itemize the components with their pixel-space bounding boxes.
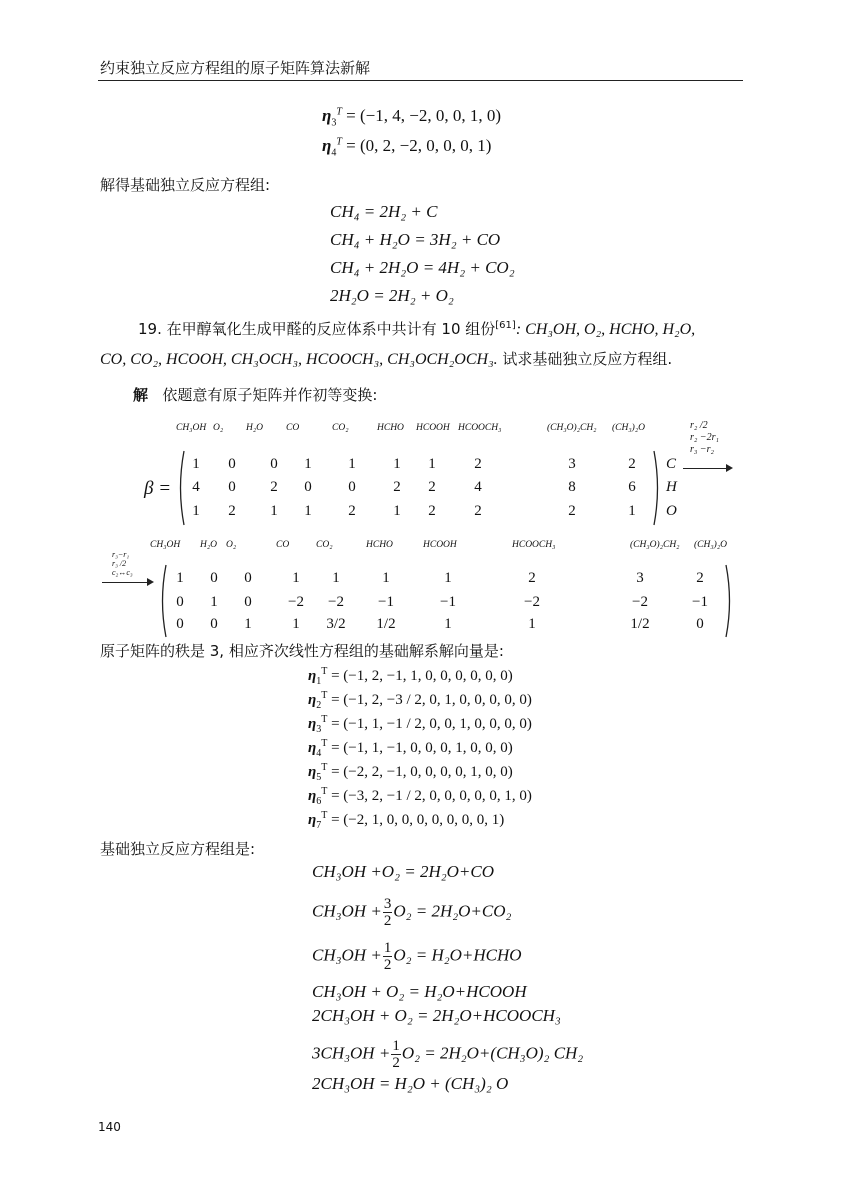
matrix-cell: 1/2 [376, 616, 396, 632]
matrix-cell: 2 [474, 456, 482, 472]
equation-lhs: CH₃OH +O₂ = 2H₂O+CO [312, 862, 495, 881]
page-number: 140 [98, 1120, 121, 1134]
eta-vector [308, 738, 513, 759]
matrix-cell: 1 [444, 616, 452, 632]
equation [312, 940, 522, 973]
matrix-cell: 0 [228, 479, 236, 495]
equation-lhs: CH₃OH + [312, 945, 382, 965]
column-operation: r₃ /2 [112, 559, 127, 568]
matrix-header: H₂O [246, 423, 264, 433]
matrix-cell: 8 [568, 479, 576, 495]
matrix-cell: 1 [244, 616, 252, 632]
equation: CH₄ + 2H₂O = 4H₂ + CO₂ [330, 258, 515, 277]
matrix-header: CH₃OH [176, 423, 207, 433]
matrix-cell: 4 [192, 479, 200, 495]
matrix-cell: 2 [428, 479, 436, 495]
fraction-denominator: 2 [383, 913, 392, 929]
fraction [383, 896, 393, 929]
matrix-cell: 0 [228, 456, 236, 472]
equation-lhs: CH₃OH + O₂ = H₂O+HCOOH [312, 982, 527, 1001]
paragraph-text: 原子矩阵的秩是 3, 相应齐次线性方程组的基础解系解向量是: [100, 642, 504, 660]
matrix-cell: 1 [332, 570, 340, 586]
equation-rhs: O₂ = 2H₂O+CO₂ [393, 901, 512, 921]
matrix-cell: 4 [474, 479, 482, 495]
matrix-cell: 2 [696, 570, 704, 586]
running-header: 约束独立反应方程组的原子矩阵算法新解 [100, 59, 371, 77]
fraction [391, 1038, 401, 1071]
matrix-cell: 0 [270, 456, 278, 472]
matrix-header: HCOOCH₃ [458, 423, 502, 433]
eta-subscript: 3 [316, 724, 322, 735]
matrix-cell: 1 [382, 570, 390, 586]
matrix-cell: −2 [328, 594, 344, 610]
eta-vector [308, 714, 532, 735]
equation-rhs: O₂ = H₂O+HCHO [393, 945, 522, 965]
matrix-header: (CH₃)₂O [694, 540, 727, 550]
left-paren [158, 564, 168, 638]
eta-vector [308, 810, 504, 831]
matrix-header: CO [276, 540, 290, 550]
matrix-cell: 2 [228, 503, 236, 519]
eta-values: = (−2, 1, 0, 0, 0, 0, 0, 0, 0, 1) [327, 812, 505, 828]
eta-subscript: 7 [316, 820, 322, 831]
matrix-header: HCOOCH₃ [512, 540, 556, 550]
matrix-cell: 1 [348, 456, 356, 472]
paragraph-text: 解得基础独立反应方程组: [100, 176, 271, 194]
matrix-cell: −1 [440, 594, 456, 610]
matrix-header: (CH₃O)₂CH₂ [630, 540, 680, 550]
row-operation: r₂ −2r₁ [690, 432, 719, 443]
matrix-cell: 0 [210, 616, 218, 632]
equation [312, 1038, 583, 1071]
equation-lhs: 3CH₃OH + [312, 1043, 391, 1063]
eta-subscript: 1 [316, 676, 322, 687]
matrix-cell: 2 [474, 503, 482, 519]
eta-subscript: 2 [316, 700, 322, 711]
problem-statement: 19. 在甲醇氧化生成甲醛的反应体系中共计有 10 组份[61]: CH₃OH, O₂, HCHO, H₂O, [138, 320, 696, 338]
equation [312, 862, 494, 882]
matrix-cell: 1 [304, 503, 312, 519]
problem-statement-cont: CO, CO₂, HCOOH, CH₃OCH₃, HCOOCH₃, CH₃OCH₂OCH₃. 试求基础独立反应方程组. [100, 350, 673, 368]
matrix-cell: 3 [568, 456, 576, 472]
solution-line: 解 依题意有原子矩阵并作初等变换: [133, 386, 378, 404]
equation [312, 982, 527, 1002]
transform-arrow [102, 582, 152, 583]
matrix-cell: −1 [692, 594, 708, 610]
matrix-header: HCHO [366, 540, 393, 550]
matrix-cell: 1 [628, 503, 636, 519]
eta-symbol: η [308, 812, 317, 828]
paragraph-text: 基础独立反应方程组是: [100, 840, 256, 858]
column-operation: c₂↔c₃ [112, 568, 133, 577]
fraction-numerator: 1 [392, 1038, 400, 1054]
matrix-cell: 1 [304, 456, 312, 472]
matrix-cell: 1 [528, 616, 536, 632]
matrix-cell: 1 [292, 616, 300, 632]
matrix-cell: 6 [628, 479, 636, 495]
eta-symbol: η [308, 668, 317, 684]
matrix-cell: 0 [244, 594, 252, 610]
eta-subscript: 6 [316, 796, 322, 807]
matrix-cell: 3 [636, 570, 644, 586]
right-paren [724, 564, 734, 638]
transpose-mark: T [321, 810, 328, 821]
matrix-cell: 1 [444, 570, 452, 586]
matrix-cell: 1 [292, 570, 300, 586]
matrix-header: HCOOH [416, 423, 450, 433]
equation: 2H₂O = 2H₂ + O₂ [330, 286, 454, 305]
equation-lhs: 2CH₃OH + O₂ = 2H₂O+HCOOCH₃ [312, 1006, 561, 1025]
eta-values: = (−3, 2, −1 / 2, 0, 0, 0, 0, 0, 1, 0) [327, 788, 532, 804]
transform-arrow [683, 468, 731, 469]
matrix-header: CO₂ [316, 540, 333, 550]
transpose-mark: T [321, 714, 328, 725]
equation-rhs: O₂ = 2H₂O+(CH₃O)₂ CH₂ [401, 1043, 584, 1063]
matrix-header: (CH₃)₂O [612, 423, 645, 433]
eta-symbol: η [308, 716, 317, 732]
matrix-cell: 3/2 [326, 616, 346, 632]
equation [312, 896, 511, 929]
transpose-mark: T [321, 738, 328, 749]
matrix-cell: 1 [393, 456, 401, 472]
row-operation: r₃ −r₂ [690, 444, 714, 455]
eta-values: = (−1, 1, −1, 0, 0, 0, 1, 0, 0, 0) [327, 740, 513, 756]
matrix-cell: 1 [428, 456, 436, 472]
eta-symbol: η [308, 692, 317, 708]
matrix-cell: 2 [270, 479, 278, 495]
row-label: H [666, 479, 677, 495]
eta-vector: $\eta_4^T = (0$, 2, −2, 0, 0, 0, 1) [322, 136, 492, 159]
fraction-denominator: 2 [383, 957, 392, 973]
matrix-cell: 1 [192, 503, 200, 519]
matrix-header: O₂ [213, 423, 224, 433]
eta-symbol: η [308, 740, 317, 756]
row-label: C [666, 456, 677, 472]
matrix-header: (CH₃O)₂CH₂ [547, 423, 597, 433]
matrix-cell: 2 [348, 503, 356, 519]
matrix-cell: 1 [192, 456, 200, 472]
matrix-cell: 1 [210, 594, 218, 610]
matrix-cell: −2 [288, 594, 304, 610]
eta-values: = (−2, 2, −1, 0, 0, 0, 0, 1, 0, 0) [327, 764, 513, 780]
eta-symbol: η [308, 764, 317, 780]
transpose-mark: T [321, 690, 328, 701]
matrix-cell: 1 [270, 503, 278, 519]
header-rule [98, 80, 743, 81]
matrix-cell: 2 [568, 503, 576, 519]
matrix-header: CH₃OH [150, 540, 181, 550]
transpose-mark: T [321, 786, 328, 797]
fraction [383, 940, 393, 973]
matrix-cell: 0 [176, 616, 184, 632]
eta-subscript: 4 [316, 748, 322, 759]
fraction-numerator: 3 [383, 896, 392, 912]
matrix-cell: 2 [528, 570, 536, 586]
row-operation: r₂ /2 [690, 420, 708, 431]
equation [312, 1074, 508, 1094]
matrix-header: CO [286, 423, 300, 433]
matrix-header: O₂ [226, 540, 237, 550]
eta-vector [308, 690, 532, 711]
eta-vector [308, 762, 513, 783]
matrix-cell: 0 [244, 570, 252, 586]
row-label: O [666, 503, 677, 519]
equation [312, 1006, 561, 1026]
matrix-header: H₂O [200, 540, 218, 550]
fraction-denominator: 2 [392, 1055, 400, 1071]
matrix-cell: 1 [176, 570, 184, 586]
matrix-cell: −2 [524, 594, 540, 610]
matrix-cell: 0 [176, 594, 184, 610]
equation: CH₄ + H₂O = 3H₂ + CO [330, 230, 501, 249]
matrix-cell: −2 [632, 594, 648, 610]
eta-values: = (−1, 1, −1 / 2, 0, 0, 1, 0, 0, 0, 0) [327, 716, 532, 732]
equation-lhs: 2CH₃OH = H₂O + (CH₃)₂ O [312, 1074, 509, 1093]
eta-vector [308, 666, 513, 687]
matrix-cell: 2 [393, 479, 401, 495]
matrix-header: HCHO [377, 423, 404, 433]
beta-symbol: β = [144, 478, 172, 499]
transpose-mark: T [321, 666, 328, 677]
matrix-cell: 2 [628, 456, 636, 472]
eta-symbol: η [308, 788, 317, 804]
matrix-cell: 1/2 [630, 616, 650, 632]
matrix-cell: 0 [348, 479, 356, 495]
left-paren [176, 450, 186, 526]
eta-values: = (−1, 2, −3 / 2, 0, 1, 0, 0, 0, 0, 0) [327, 692, 532, 708]
eta-values: = (−1, 2, −1, 1, 0, 0, 0, 0, 0, 0) [327, 668, 513, 684]
transpose-mark: T [321, 762, 328, 773]
eta-subscript: 5 [316, 772, 322, 783]
matrix-cell: 0 [304, 479, 312, 495]
matrix-cell: 2 [428, 503, 436, 519]
matrix-cell: −1 [378, 594, 394, 610]
right-paren [652, 450, 662, 526]
eta-vector: $\eta_3^T = (-1$, 4, −2, 0, 0, 1, 0) [322, 106, 501, 129]
column-operation: r₃−r₁ [112, 550, 130, 559]
equation: CH₄ = 2H₂ + C [330, 202, 438, 221]
eta-vector [308, 786, 532, 807]
equation-lhs: CH₃OH + [312, 901, 382, 921]
matrix-header: CO₂ [332, 423, 349, 433]
matrix-cell: 1 [393, 503, 401, 519]
matrix-cell: 0 [696, 616, 704, 632]
matrix-cell: 0 [210, 570, 218, 586]
matrix-header: HCOOH [423, 540, 457, 550]
fraction-numerator: 1 [383, 940, 392, 956]
